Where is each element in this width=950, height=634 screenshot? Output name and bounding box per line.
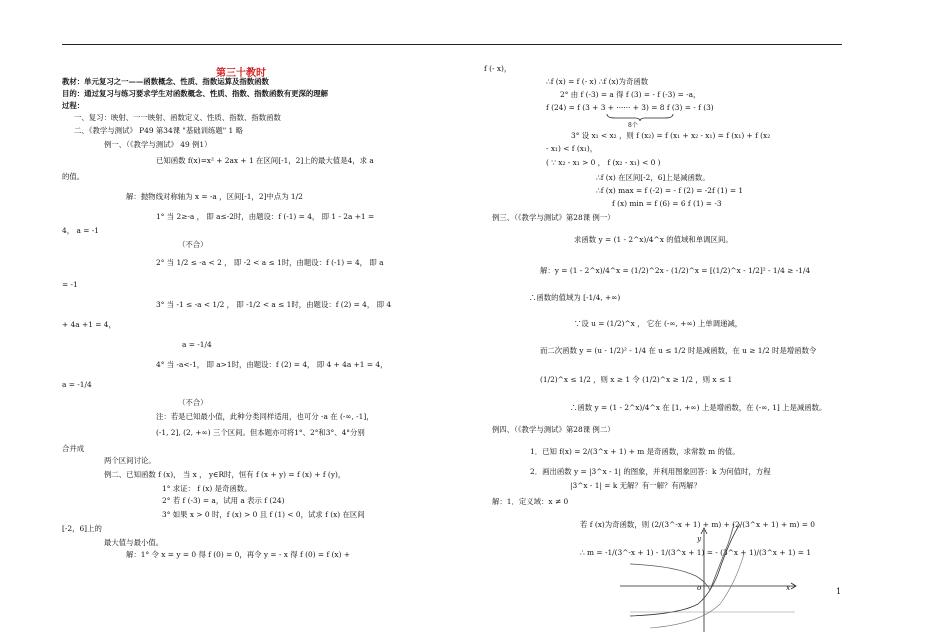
- case1-note: （不合）: [178, 240, 208, 249]
- example4-solution: 解：1．定义域：x ≠ 0: [492, 497, 569, 506]
- case4-line: 4° 当 -a<-1， 即 a>1时，由题设：f (2) = 4， 即 4 + 4a +1 = 4，: [156, 360, 388, 369]
- header-rule: [62, 44, 842, 45]
- graph-y-label: y: [697, 534, 702, 543]
- example2-heading: 例二、已知函数 f (x)， 当 x ， y∈R时，恒有 f (x + y) = f (x) + f (y)，: [104, 470, 346, 479]
- example2-part1: 1° 求证： f (x) 是奇函数。: [162, 484, 252, 493]
- part2-solution: 2° 由 f (-3) = a 得 f (3) = - f (-3) = -a，: [560, 90, 701, 99]
- curve-b: [630, 524, 734, 590]
- example4-heading: 例四、（《教学与测试》第28课 例二）: [492, 425, 615, 434]
- example4-part2-cont: |3^x - 1| = k 无解？有一解？有两解？: [570, 481, 701, 490]
- odd-condition: 若 f (x)为奇函数，则 (2/(3^-x + 1) + m) + (2/(3^x + 1) + m) = 0: [580, 520, 815, 529]
- quadratic-line: 而二次函数 y = (u - 1/2)² - 1/4 在 u ≤ 1/2 时是减函数，在 u ≥ 1/2 时是增函数令: [540, 346, 817, 355]
- example4-part1: 1．已知 f(x) = 2/(3^x + 1) + m 是奇函数，求常数 m 的值。: [530, 447, 740, 456]
- sol-cont-line: f (- x)，: [484, 64, 512, 73]
- case4-note: （不合）: [178, 398, 208, 407]
- remark-line-3: 合并成: [62, 444, 85, 453]
- substitution-line: ∵设 u = (1/2)^x ， 它在 (-∞, +∞) 上单调递减，: [574, 319, 743, 328]
- exercise-ref-line: 二、《教学与测试》 P49 第34课 "基础训练题" 1 略: [74, 126, 243, 135]
- max-line: ∴f (x) max = f (-2) = - f (2) = -2f (1) = 1: [596, 186, 744, 195]
- brace-under: [605, 112, 675, 122]
- process-heading: 过程：: [62, 101, 85, 110]
- example3-problem: 求函数 y = (1 - 2^x)/4^x 的值域和单调区间。: [574, 235, 733, 244]
- example2-solution: 解：1° 令 x = y = 0 得 f (0) = 0，再令 y = - x 得 f (0) = f (x) +: [126, 550, 351, 559]
- monotonic-conclusion: ∴函数 y = (1 - 2^x)/4^x 在 [1, +∞) 上是增函数，在 (-∞, 1] 上是减函数。: [570, 403, 827, 412]
- case4-value: a = -1/4: [62, 380, 92, 389]
- example4-part2: 2．画出函数 y = |3^x - 1| 的图象，并利用图象回答：k 为何值时，方程: [530, 467, 771, 476]
- curve-a: [630, 524, 740, 616]
- graph-x-label: x: [786, 583, 791, 592]
- case2-result: = -1: [62, 280, 78, 289]
- example3-heading: 例三、（《教学与测试》第28课 例一）: [492, 213, 615, 222]
- graph-origin-label: o: [697, 583, 702, 592]
- range-line: ∴函数的值域为 [-1/4, +∞): [529, 293, 621, 302]
- materials-line: 教材：单元复习之一——函数概念、性质、指数运算及指数函数: [62, 77, 269, 86]
- odd-conclusion: ∴f (x) = f (- x) ∴f (x)为奇函数: [546, 77, 649, 86]
- review-line: 一、复习：映射、一一映射、函数定义、性质、指数、指数函数: [74, 113, 281, 122]
- part3-reason: ( ∵ x₂ - x₁ > 0 ， f (x₂ - x₁) < 0 ): [546, 158, 661, 167]
- min-line: f (x) min = f (6) = 6 f (1) = -3: [612, 199, 722, 208]
- remark-line-2: (-1, 2], (2, +∞) 三个区间。但本题亦可将1°、2°和3°、4°分别: [156, 428, 365, 437]
- case1-line: 1° 当 2≥-a ， 即 a≤-2时，由题设：f (-1) = 4， 即 1 - 2a +1 =: [156, 212, 375, 221]
- function-graph: [620, 524, 820, 634]
- part3-solution: 3° 设 x₁ < x₂ ，则 f (x₂) = f (x₁ + x₂ - x₁) = f (x₁) + f (x₂: [571, 131, 771, 140]
- example1-problem: 已知函数 f(x)=x² + 2ax + 1 在区间[-1，2]上的最大值是4，求 a: [156, 156, 374, 165]
- purpose-line: 目的：通过复习与练习要求学生对函数概念、性质、指数、指数函数有更深的理解: [62, 89, 329, 98]
- example1-solution: 解：抛物线对称轴为 x = -a ，区间[-1，2]中点为 1/2: [126, 192, 303, 201]
- m-derivation: ∴ m = -1/(3^-x + 1) - 1/(3^x + 1) = - (3^x + 1)/(3^x + 1) = 1: [580, 548, 812, 557]
- case1-result: 4， a = -1: [62, 226, 99, 235]
- case3-value: a = -1/4: [182, 340, 212, 349]
- remark-line-4: 两个区间讨论。: [104, 456, 156, 465]
- page-number: 1: [836, 587, 842, 596]
- f24-line: f (24) = f (3 + 3 + ······ + 3) = 8 f (3) = - f (3): [546, 103, 714, 112]
- example2-part3-cont2: 最大值与最小值。: [104, 538, 164, 547]
- example1-heading: 例一、（《教学与测试》 49 例1）: [104, 140, 212, 149]
- case3-result: + 4a +1 = 4，: [62, 320, 116, 329]
- case3-line: 3° 当 -1 ≤ -a < 1/2 ， 即 -1/2 < a ≤ 1时，由题设：f (2) = 4， 即 4: [156, 300, 392, 309]
- example3-derivation: 解：y = (1 - 2^x)/4^x = (1/2)^2x - (1/2)^x = [(1/2)^x - 1/2]² - 1/4 ≥ -1/4: [540, 266, 811, 275]
- brace-label: 8个: [628, 122, 638, 129]
- remark-line: 注：若是已知最小值，此种分类同样适用，也可分 -a 在 (-∞, -1]，: [156, 412, 374, 421]
- example2-part3: 3° 如果 x > 0 时，f (x) > 0 且 f (1) < 0，试求 f (x) 在区间: [162, 510, 365, 519]
- part3-cont: - x₁) < f (x₁)，: [546, 144, 598, 153]
- let-line: (1/2)^x ≤ 1/2 ，则 x ≥ 1 令 (1/2)^x ≥ 1/2 ，则 x ≤ 1: [540, 375, 733, 384]
- example2-part3-cont: [-2，6]上的: [62, 524, 102, 533]
- case2-line: 2° 当 1/2 ≤ -a < 2 ， 即 -2 < a ≤ 1时，由题设：f (-1) = 4， 即 a: [156, 258, 384, 267]
- page-title: 第三十教时: [216, 68, 266, 79]
- decreasing-line: ∴f (x) 在区间[-2，6]上是减函数。: [596, 173, 710, 182]
- example1-problem-cont: 的值。: [62, 172, 85, 181]
- example2-part2: 2° 若 f (-3) = a，试用 a 表示 f (24): [162, 496, 285, 505]
